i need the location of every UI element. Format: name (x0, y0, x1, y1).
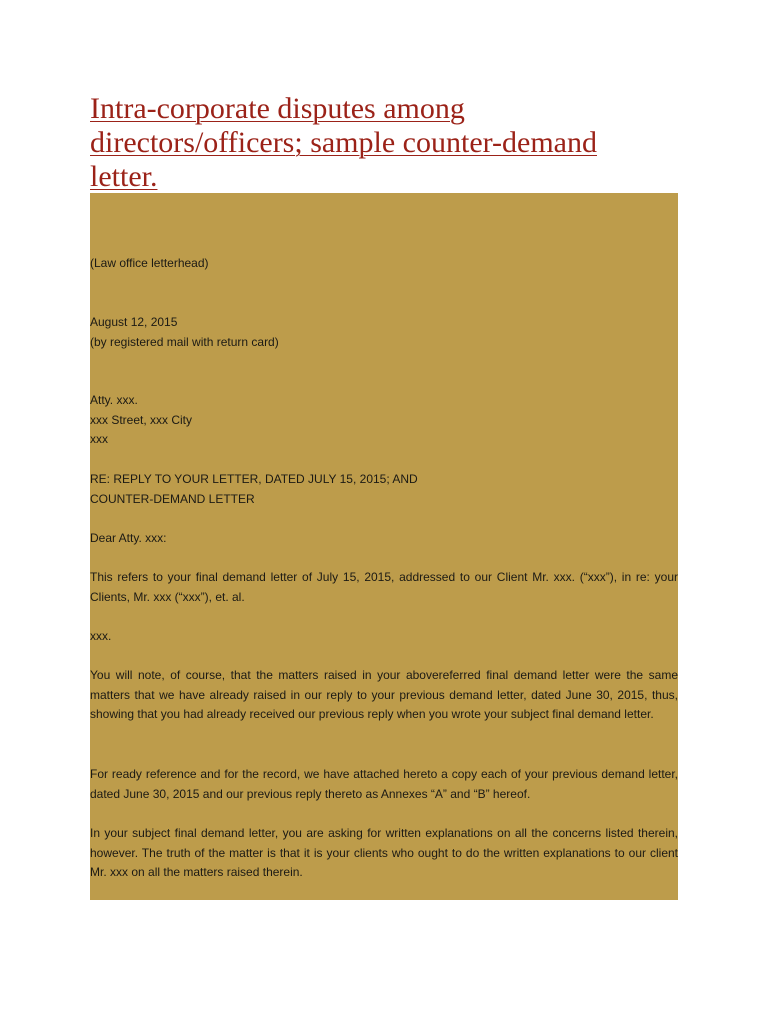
addressee-block (90, 391, 678, 450)
letter-date: August 12, 2015 (90, 315, 178, 329)
delivery-method: (by registered mail with return card) (90, 334, 279, 349)
letterhead-text: (Law office letterhead) (90, 256, 209, 270)
letter-paragraph: xxx. (90, 629, 112, 643)
sample-letter-panel (90, 193, 678, 900)
salutation: Dear Atty. xxx: (90, 531, 167, 545)
subject-line-block (90, 470, 678, 509)
addressee-line: Atty. xxx. (90, 393, 138, 407)
letter-paragraph: This refers to your final demand letter of July 15, 2015, addressed to our Client Mr. xxx. (“xxx”), in re: your Clients, Mr. xxx (“xxx”), et. al. (90, 570, 678, 604)
addressee-line: xxx (90, 432, 108, 447)
page-title-line: directors/officers; sample counter-demand (90, 126, 597, 159)
addressee-line: xxx Street, xxx City (90, 412, 193, 427)
page-title-line: Intra-corporate disputes among (90, 92, 465, 125)
letter-paragraph: For ready reference and for the record, we have attached hereto a copy each of your previous demand letter, dated June 30, 2015 and our previous reply thereto as Annexes “A” and “B” hereof. (90, 767, 678, 801)
page-title (90, 92, 690, 194)
subject-line: COUNTER-DEMAND LETTER (90, 491, 255, 506)
letter-paragraph: You will note, of course, that the matters raised in your abovereferred final demand letter were the same matters that we have already raised in our reply to your previous demand letter, dated June 30, 2015, thus, showing that you had already received our previous reply when you wrote your subject final demand letter. (90, 668, 678, 722)
letter-paragraph: In your subject final demand letter, you are asking for written explanations on all the concerns listed therein, however. The truth of the matter is that it is your clients who ought to do the written explanations to our client Mr. xxx on all the matters raised therein. (90, 826, 678, 880)
subject-line: RE: REPLY TO YOUR LETTER, DATED JULY 15, 2015; AND (90, 472, 418, 486)
letter-date-block (90, 313, 678, 352)
page-title-line: letter. (90, 160, 158, 193)
